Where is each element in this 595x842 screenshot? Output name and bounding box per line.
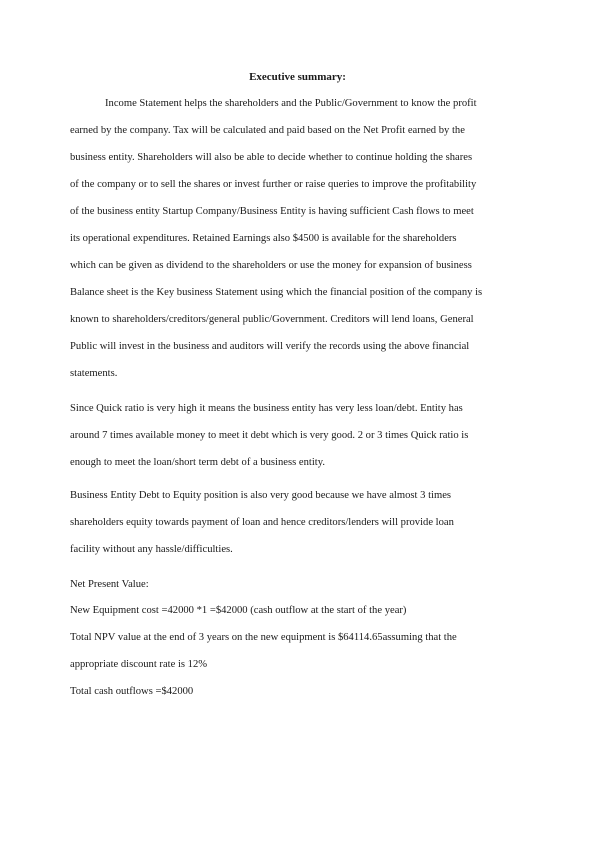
npv-heading: Net Present Value: — [70, 579, 149, 590]
paragraph-2-line: enough to meet the loan/short term debt of a business entity. — [70, 457, 325, 468]
paragraph-1-line: Public will invest in the business and auditors will verify the records using the above financial — [70, 341, 470, 352]
npv-line: New Equipment cost =42000 *1 =$42000 (cash outflow at the start of the year) — [70, 605, 407, 616]
document-title: Executive summary: — [249, 71, 346, 83]
paragraph-3-line: Business Entity Debt to Equity position is also very good because we have almost 3 times — [70, 490, 452, 501]
paragraph-3-line: facility without any hassle/difficulties. — [70, 544, 233, 555]
npv-line: Total cash outflows =$42000 — [70, 686, 194, 697]
paragraph-1-line: which can be given as dividend to the shareholders or use the money for expansion of business — [70, 260, 472, 271]
paragraph-1-line: statements. — [70, 368, 118, 379]
paragraph-1-line: earned by the company. Tax will be calculated and paid based on the Net Profit earned by the — [70, 125, 465, 136]
paragraph-1-line: of the business entity Startup Company/Business Entity is having sufficient Cash flows to meet — [70, 206, 474, 217]
paragraph-3-line: shareholders equity towards payment of loan and hence creditors/lenders will provide loan — [70, 517, 454, 528]
paragraph-2-line: around 7 times available money to meet it debt which is very good. 2 or 3 times Quick ratio is — [70, 430, 469, 441]
paragraph-1-line: Balance sheet is the Key business Statement using which the financial position of the company is — [70, 287, 483, 298]
npv-line: appropriate discount rate is 12% — [70, 659, 208, 670]
paragraph-2-line: Since Quick ratio is very high it means the business entity has very less loan/debt. Entity has — [70, 403, 463, 414]
paragraph-1-line: Income Statement helps the shareholders and the Public/Government to know the profit — [105, 98, 477, 109]
paragraph-1-line: known to shareholders/creditors/general public/Government. Creditors will lend loans, General — [70, 314, 474, 325]
paragraph-1-line: of the company or to sell the shares or invest further or raise queries to improve the profitability — [70, 179, 477, 190]
npv-line: Total NPV value at the end of 3 years on the new equipment is $64114.65assuming that the — [70, 632, 457, 643]
paragraph-1-line: its operational expenditures. Retained Earnings also $4500 is available for the shareholders — [70, 233, 457, 244]
paragraph-1-line: business entity. Shareholders will also be able to decide whether to continue holding the shares — [70, 152, 473, 163]
